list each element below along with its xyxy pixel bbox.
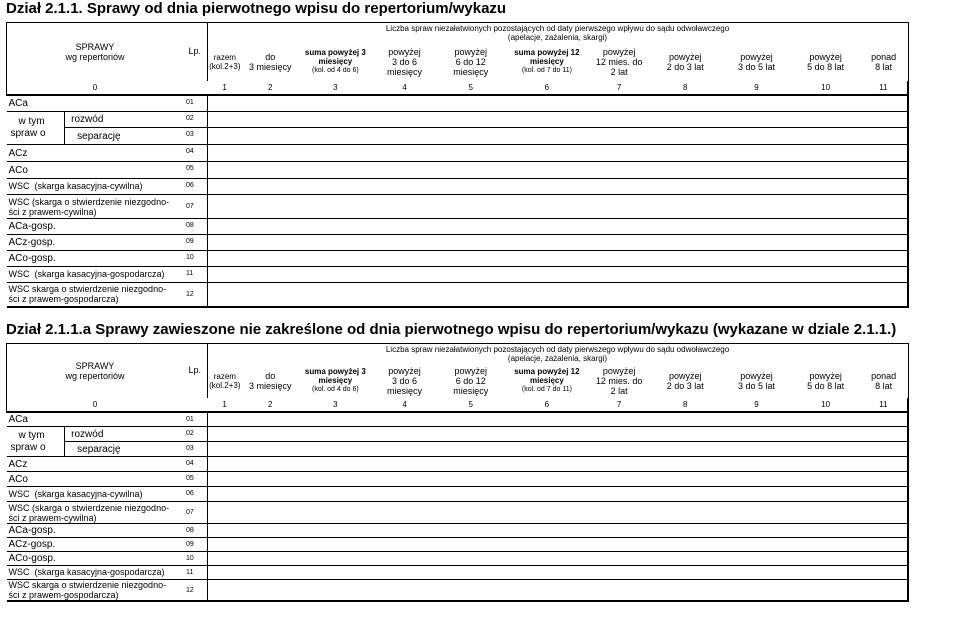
row-label-separacje: separację <box>65 442 183 457</box>
col-index-1: 1 <box>222 399 227 409</box>
data-cells-row-01[interactable] <box>207 95 908 112</box>
row-label-wsc-stwierdzenie-cywilna: WSC (skarga o stwierdzenie niezgodno- ści z prawem-cywilna) <box>7 502 183 524</box>
data-cells-row-10[interactable] <box>207 251 908 267</box>
data-cells-row-04[interactable] <box>207 145 908 162</box>
row-lp-12: 12 <box>183 283 207 307</box>
row-label-aco-gosp: ACo-gosp. <box>7 552 183 566</box>
row-label-aca: ACa <box>8 97 28 109</box>
row-label-wsc-stwierdzenie-gospodarcza: WSC skarga o stwierdzenie niezgodno- ści z prawem-gospodarcza) <box>7 580 183 602</box>
row-label-acz-gosp: ACz-gosp. <box>7 538 183 552</box>
data-cells-row-01[interactable] <box>207 412 908 427</box>
row-lp-03: 03 <box>183 442 207 457</box>
row-lp-09: 09 <box>183 538 207 552</box>
col-index-10: 10 <box>821 399 831 409</box>
col-header-3-6m: powyżej 3 do 6 miesięcy <box>387 46 423 77</box>
col-index-5: 5 <box>468 82 473 92</box>
col-header-ponad-8l: ponad 8 lat <box>860 43 908 81</box>
col-index-8: 8 <box>683 399 688 409</box>
col-header-5-8l: powyżej 5 do 8 lat <box>807 370 845 391</box>
row-label-aco-gosp: ACo-gosp. <box>7 251 183 267</box>
row-label-rozwod: rozwód <box>65 427 183 442</box>
data-cells-row-11[interactable] <box>207 267 908 283</box>
row-lp-11: 11 <box>183 566 207 580</box>
data-cells-row-11[interactable] <box>207 566 908 580</box>
section-title-1: Dział 2.1.1. Sprawy od dnia pierwotnego wpisu do repertorium/wykazu <box>6 0 507 17</box>
group-title: Liczba spraw niezałatwionych pozostających od daty pierwszego wpływu do sądu odwoławczego (apelacje, zażalenia, skargi) <box>207 344 908 364</box>
data-cells-row-06[interactable] <box>207 179 908 195</box>
row-lp-07: 07 <box>183 502 207 524</box>
row-group-wtym: w tym spraw o <box>7 112 65 145</box>
col-index-5: 5 <box>468 399 473 409</box>
col-header-do-3m: do 3 miesięcy <box>248 51 292 72</box>
row-label-acz-gosp: ACz-gosp. <box>7 235 183 251</box>
row-lp-08: 08 <box>183 524 207 538</box>
data-cells-row-02[interactable] <box>207 427 908 442</box>
col-header-suma-12m: suma powyżej 12 miesięcy (kol. od 7 do 11) <box>514 367 580 393</box>
row-lp-11: 11 <box>183 267 207 283</box>
data-cells-row-12[interactable] <box>207 580 908 602</box>
col-header-suma-12m: suma powyżej 12 miesięcy (kol. od 7 do 11) <box>514 48 580 74</box>
row-lp-02: 02 <box>183 427 207 442</box>
col-header-ponad-8l: ponad 8 lat <box>860 364 908 398</box>
col-index-9: 9 <box>754 399 759 409</box>
col-index-11: 11 <box>860 398 908 412</box>
row-label-aca-gosp: ACa-gosp. <box>7 524 183 538</box>
row-lp-01: 01 <box>185 415 194 423</box>
row-label-wsc-kasacyjna-cywilna: WSC (skarga kasacyjna-cywilna) <box>7 179 183 195</box>
col-index-1: 1 <box>222 82 227 92</box>
row-lp-05: 05 <box>183 162 207 179</box>
col-header-suma-3m: suma powyżej 3 miesięcy (kol. od 4 do 6) <box>304 48 366 74</box>
col-index-4: 4 <box>402 399 407 409</box>
col-index-7: 7 <box>616 82 622 92</box>
sprawy-header: SPRAWY wg repertoriów <box>7 344 183 398</box>
data-cells-row-07[interactable] <box>207 502 908 524</box>
col-index-2: 2 <box>267 82 273 92</box>
data-cells-row-07[interactable] <box>207 195 908 219</box>
col-index-4: 4 <box>402 82 407 92</box>
col-index-10: 10 <box>821 82 831 92</box>
row-lp-06: 06 <box>183 179 207 195</box>
col-header-3-5l: powyżej 3 do 5 lat <box>737 370 775 391</box>
data-cells-row-09[interactable] <box>207 538 908 552</box>
row-label-wsc-kasacyjna-gospodarcza: WSC (skarga kasacyjna-gospodarcza) <box>7 267 183 283</box>
col-header-do-3m: do 3 miesięcy <box>248 370 292 391</box>
row-label-wsc-kasacyjna-cywilna: WSC (skarga kasacyjna-cywilna) <box>7 487 183 502</box>
col-header-12m-2l: powyżej 12 mies. do 2 lat <box>595 46 643 77</box>
data-cells-row-05[interactable] <box>207 162 908 179</box>
data-cells-row-10[interactable] <box>207 552 908 566</box>
data-cells-row-09[interactable] <box>207 235 908 251</box>
row-lp-05: 05 <box>183 472 207 487</box>
col-index-3: 3 <box>333 399 338 409</box>
data-cells-row-05[interactable] <box>207 472 908 487</box>
data-cells-row-06[interactable] <box>207 487 908 502</box>
row-label-wsc-stwierdzenie-gospodarcza: WSC skarga o stwierdzenie niezgodno- ści z prawem-gospodarcza) <box>7 283 183 307</box>
report-table-1 <box>6 22 909 308</box>
row-label-wsc-kasacyjna-gospodarcza: WSC (skarga kasacyjna-gospodarcza) <box>7 566 183 580</box>
lp-header: Lp. <box>183 344 207 398</box>
data-cells-row-04[interactable] <box>207 457 908 472</box>
data-cells-row-03[interactable] <box>207 128 908 145</box>
col-index-9: 9 <box>754 82 759 92</box>
row-lp-10: 10 <box>183 251 207 267</box>
row-lp-10: 10 <box>183 552 207 566</box>
data-cells-row-08[interactable] <box>207 524 908 538</box>
data-cells-row-03[interactable] <box>207 442 908 457</box>
row-label-acz: ACz <box>7 145 183 162</box>
col-index-8: 8 <box>683 82 688 92</box>
row-label-aca-gosp: ACa-gosp. <box>7 219 183 235</box>
row-label-aco: ACo <box>7 162 183 179</box>
row-lp-01: 01 <box>185 98 194 106</box>
col-index-7: 7 <box>616 399 622 409</box>
lp-header: Lp. <box>183 23 207 81</box>
row-lp-02: 02 <box>183 112 207 128</box>
data-cells-row-12[interactable] <box>207 283 908 307</box>
col-header-3-5l: powyżej 3 do 5 lat <box>737 51 775 72</box>
row-lp-07: 07 <box>183 195 207 219</box>
col-header-6-12m: powyżej 6 do 12 miesięcy <box>453 365 489 396</box>
row-lp-09: 09 <box>183 235 207 251</box>
row-lp-08: 08 <box>183 219 207 235</box>
col-index-0: 0 <box>7 81 183 95</box>
col-index-11: 11 <box>860 81 908 95</box>
col-index-2: 2 <box>267 399 273 409</box>
data-cells-row-08[interactable] <box>207 219 908 235</box>
report-table-2 <box>6 343 909 602</box>
row-lp-12: 12 <box>183 580 207 602</box>
col-index-6: 6 <box>544 82 550 92</box>
data-cells-row-02[interactable] <box>207 112 908 128</box>
col-index-3: 3 <box>333 82 338 92</box>
row-label-acz: ACz <box>7 457 183 472</box>
row-lp-04: 04 <box>183 145 207 162</box>
row-group-wtym: w tym spraw o <box>7 427 65 457</box>
group-title: Liczba spraw niezałatwionych pozostających od daty pierwszego wpływu do sądu odwoławczego (apelacje, zażalenia, skargi) <box>207 23 908 43</box>
row-lp-04: 04 <box>183 457 207 472</box>
col-header-6-12m: powyżej 6 do 12 miesięcy <box>453 46 489 77</box>
col-header-suma-3m: suma powyżej 3 miesięcy (kol. od 4 do 6) <box>304 367 366 393</box>
section-title-2: Dział 2.1.1.a Sprawy zawieszone nie zakreślone od dnia pierwotnego wpisu do repertorium/wykazu (wykazane w dziale 2.1.1.) <box>6 321 897 338</box>
row-label-aco: ACo <box>7 472 183 487</box>
col-header-5-8l: powyżej 5 do 8 lat <box>807 51 845 72</box>
col-index-6: 6 <box>544 399 550 409</box>
col-header-razem: razem (kol.2+3) <box>207 43 242 81</box>
col-header-2-3l: powyżej 2 do 3 lat <box>666 51 704 72</box>
col-header-2-3l: powyżej 2 do 3 lat <box>666 370 704 391</box>
row-label-separacje: separację <box>65 128 183 145</box>
col-header-razem: razem (kol.2+3) <box>207 364 242 398</box>
sprawy-header: SPRAWY wg repertoriów <box>7 23 183 81</box>
col-header-3-6m: powyżej 3 do 6 miesięcy <box>387 365 423 396</box>
row-lp-03: 03 <box>183 128 207 145</box>
row-label-aca: ACa <box>8 413 28 425</box>
col-header-12m-2l: powyżej 12 mies. do 2 lat <box>595 365 643 396</box>
row-label-wsc-stwierdzenie-cywilna: WSC (skarga o stwierdzenie niezgodno- ści z prawem-cywilna) <box>7 195 183 219</box>
row-label-rozwod: rozwód <box>65 112 183 128</box>
col-index-0: 0 <box>7 398 183 412</box>
row-lp-06: 06 <box>183 487 207 502</box>
